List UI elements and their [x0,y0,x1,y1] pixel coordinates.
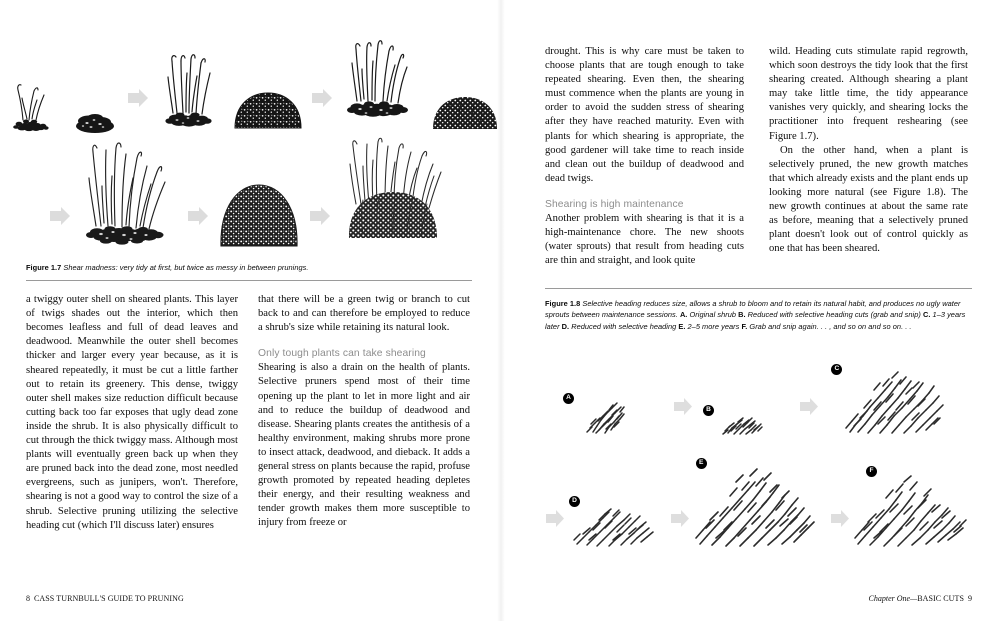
paragraph: a twiggy outer shell on sheared plants. This layer of twigs shades out the interior, which then becomes leafless and full of dead leaves and deadwood. Meanwhile the outer shell becomes thicker and larger every year because, as it is sheared repeatedly, it must be cut a little farther out to retain its greenery. This dense, twiggy outer shell makes size reduction difficult because cutting back too far exposes that ugly dead zone inside the shrub. It is also physically difficult to cut through the thick twiggy mass. Although most plants will eventually green back up when they are pruned back into the dead zone, most needled evergreens, such as junipers, won't. Therefore, shearing is not a good way to control the size of a shrub. Selective pruning utilizing the selective heading cut (which I'll discuss later) ensures [26,294,238,531]
shrub-reduced-selective-heading-2 [569,490,665,550]
arrow-right-icon [830,509,850,528]
caption-step-marker: C. [922,310,931,320]
left-page-column-1 [26,293,238,533]
figure-1-7-caption [26,262,472,281]
caption-segment: 2–5 more years [685,321,742,331]
panel-badge-d: D [569,496,580,507]
figure-1-8-panel-a [545,388,673,438]
page-number: 9 [968,594,972,603]
figure-1-8-caption-block [545,288,972,331]
page-number: 8 [26,594,30,603]
arrow-right-icon [311,88,333,108]
panel-badge-a: A [563,393,574,404]
shrub-two-to-five-more-years [690,458,830,550]
paragraph: that there will be a green twig or branch to cut back to and can therefore be employed to reduce a shrub's size while retaining its natural look. [258,294,470,334]
shrub-dense-dark-mound [231,90,305,134]
shrub-sheared-mound-with-sprouts [339,31,425,134]
subheading-shearing-is-high-maintenance: Shearing is high maintenance [545,198,684,210]
caption-segment: Grab and snip again. . . , and so on and so on. . . [747,321,912,331]
panel-badge-c: C [831,364,842,375]
caption-step-marker: B. [738,310,746,320]
figure-1-7-label: Figure 1.7 [26,263,62,272]
chapter-title: BASIC CUTS [917,594,964,603]
paragraph: Shearing is also a drain on the health of plants. Selective pruners spend most of their time opening up the plant to let in more light and air and to reduce the buildup of deadwood and disease. Shearing plants creates the antithesis of a healthy environment, making shrubs more prone to insect attack, deadwood, and dieback. It adds a general stress on plants because the rapid, profuse growth promoted by repeated heading depletes their energy, and their resulting weakness and tender growth makes them more susceptible to injury from freeze or [258,362,470,529]
right-page-column-1 [545,45,744,268]
figure-1-8-panel-d [565,490,670,550]
arrow-right-icon [187,206,209,226]
shrub-one-to-three-years-later [838,362,954,438]
caption-segment: 1–3 years later [545,310,966,331]
caption-segment: Reduced with selective heading [569,321,679,331]
arrow-right-icon [49,206,71,226]
figure-1-8-caption-text [545,299,965,330]
caption-rule [545,288,972,289]
shrub-tall-sprouting [77,134,181,252]
figure-1-8-panel-e [690,458,830,550]
right-page-column-2 [769,45,968,268]
caption-step-marker: E. [678,321,686,331]
book-title: CASS TURNBULL'S GUIDE TO PRUNING [34,594,184,603]
left-page-footer [26,594,184,603]
figure-1-8-illustration [545,332,972,550]
right-page-columns [545,45,972,268]
subheading-only-tough-plants: Only tough plants can take shearing [258,348,426,360]
shrub-small-mound [69,104,121,134]
arrow-right-icon [309,206,331,226]
shrub-reduced-selective-heading [718,400,774,438]
shrub-sparse-with-sprouts [3,62,65,134]
figure-1-8-panel-b [693,400,799,438]
figure-1-7-bottom-row [26,134,472,252]
caption-segment: Original shrub [687,310,739,320]
arrow-right-icon [673,397,693,416]
paragraph: drought. This is why care must be taken to choose plants that are tough enough to take repeated shearing. Even then, the shearing must commence when the plants are young in order to avoid the sudden stress of shearing after they have reached maturity. Even with plants for which shearing is appropriate, the good gardener will take time to reach inside and clean out the buildup of deadwood and dead twigs. [545,46,744,184]
figure-1-7-caption-text: Shear madness: very tidy at first, but twice as messy in between prunings. [63,263,309,272]
shrub-dense-mound [429,94,501,134]
caption-step-marker: F. [741,321,748,331]
figure-1-8-panel-c [819,362,972,438]
figure-1-8-label: Figure 1.8 [545,299,581,309]
shrub-mound-with-many-sprouts [155,39,227,134]
caption-step-marker: D. [561,321,570,331]
figure-1-7-illustration [26,0,472,262]
chapter-name: Chapter One— [868,594,918,603]
arrow-right-icon [545,509,565,528]
shrub-dense-round-sheared [215,180,303,252]
figure-1-8-panel-f [850,464,972,550]
shrub-large-with-long-sprouts [337,134,453,252]
figure-1-7-top-row [26,26,472,134]
caption-rule [26,280,472,281]
figure-1-8-top-row [545,340,972,438]
figure-1-8-bottom-row [545,442,972,550]
right-page-footer [869,594,972,603]
shrub-original [579,388,639,438]
paragraph: wild. Heading cuts stimulate rapid regrowth, which soon destroys the tidy look that the first shearing created. Although shearing a plant may take little time, the tidy appearance vanishes very quickly, and shearing locks the practitioner into frequent reshearing (see Figure 1.7). [769,46,968,142]
caption-step-marker: A. [679,310,688,320]
paragraph: On the other hand, when a plant is selectively pruned, the new growth matches that which already exists and the plant ends up looking more natural (see Figure 1.8). The new growth continues at about the same rate as before, meaning that a selectively pruned plant doesn't look out of control quickly as one that has been sheared. [769,144,968,255]
caption-segment: Reduced with selective heading cuts (grab and snip) [745,310,923,320]
arrow-right-icon [799,397,819,416]
left-page-columns [26,293,472,533]
panel-badge-f: F [866,466,877,477]
caption-segment: Selective heading reduces size, allows a shrub to bloom and to retain its natural habit, and produces no ugly water sprouts between maintenance sessions. [545,299,961,320]
paragraph: Another problem with shearing is that it is a high-maintenance chore. The new shoots (water sprouts) that result from heading cuts are thin and straight, and look quite [545,212,744,267]
panel-badge-e: E [696,458,707,469]
right-page [500,0,1000,621]
arrow-right-icon [670,509,690,528]
panel-badge-b: B [703,405,714,416]
arrow-right-icon [127,88,149,108]
left-page-column-2 [258,293,470,533]
